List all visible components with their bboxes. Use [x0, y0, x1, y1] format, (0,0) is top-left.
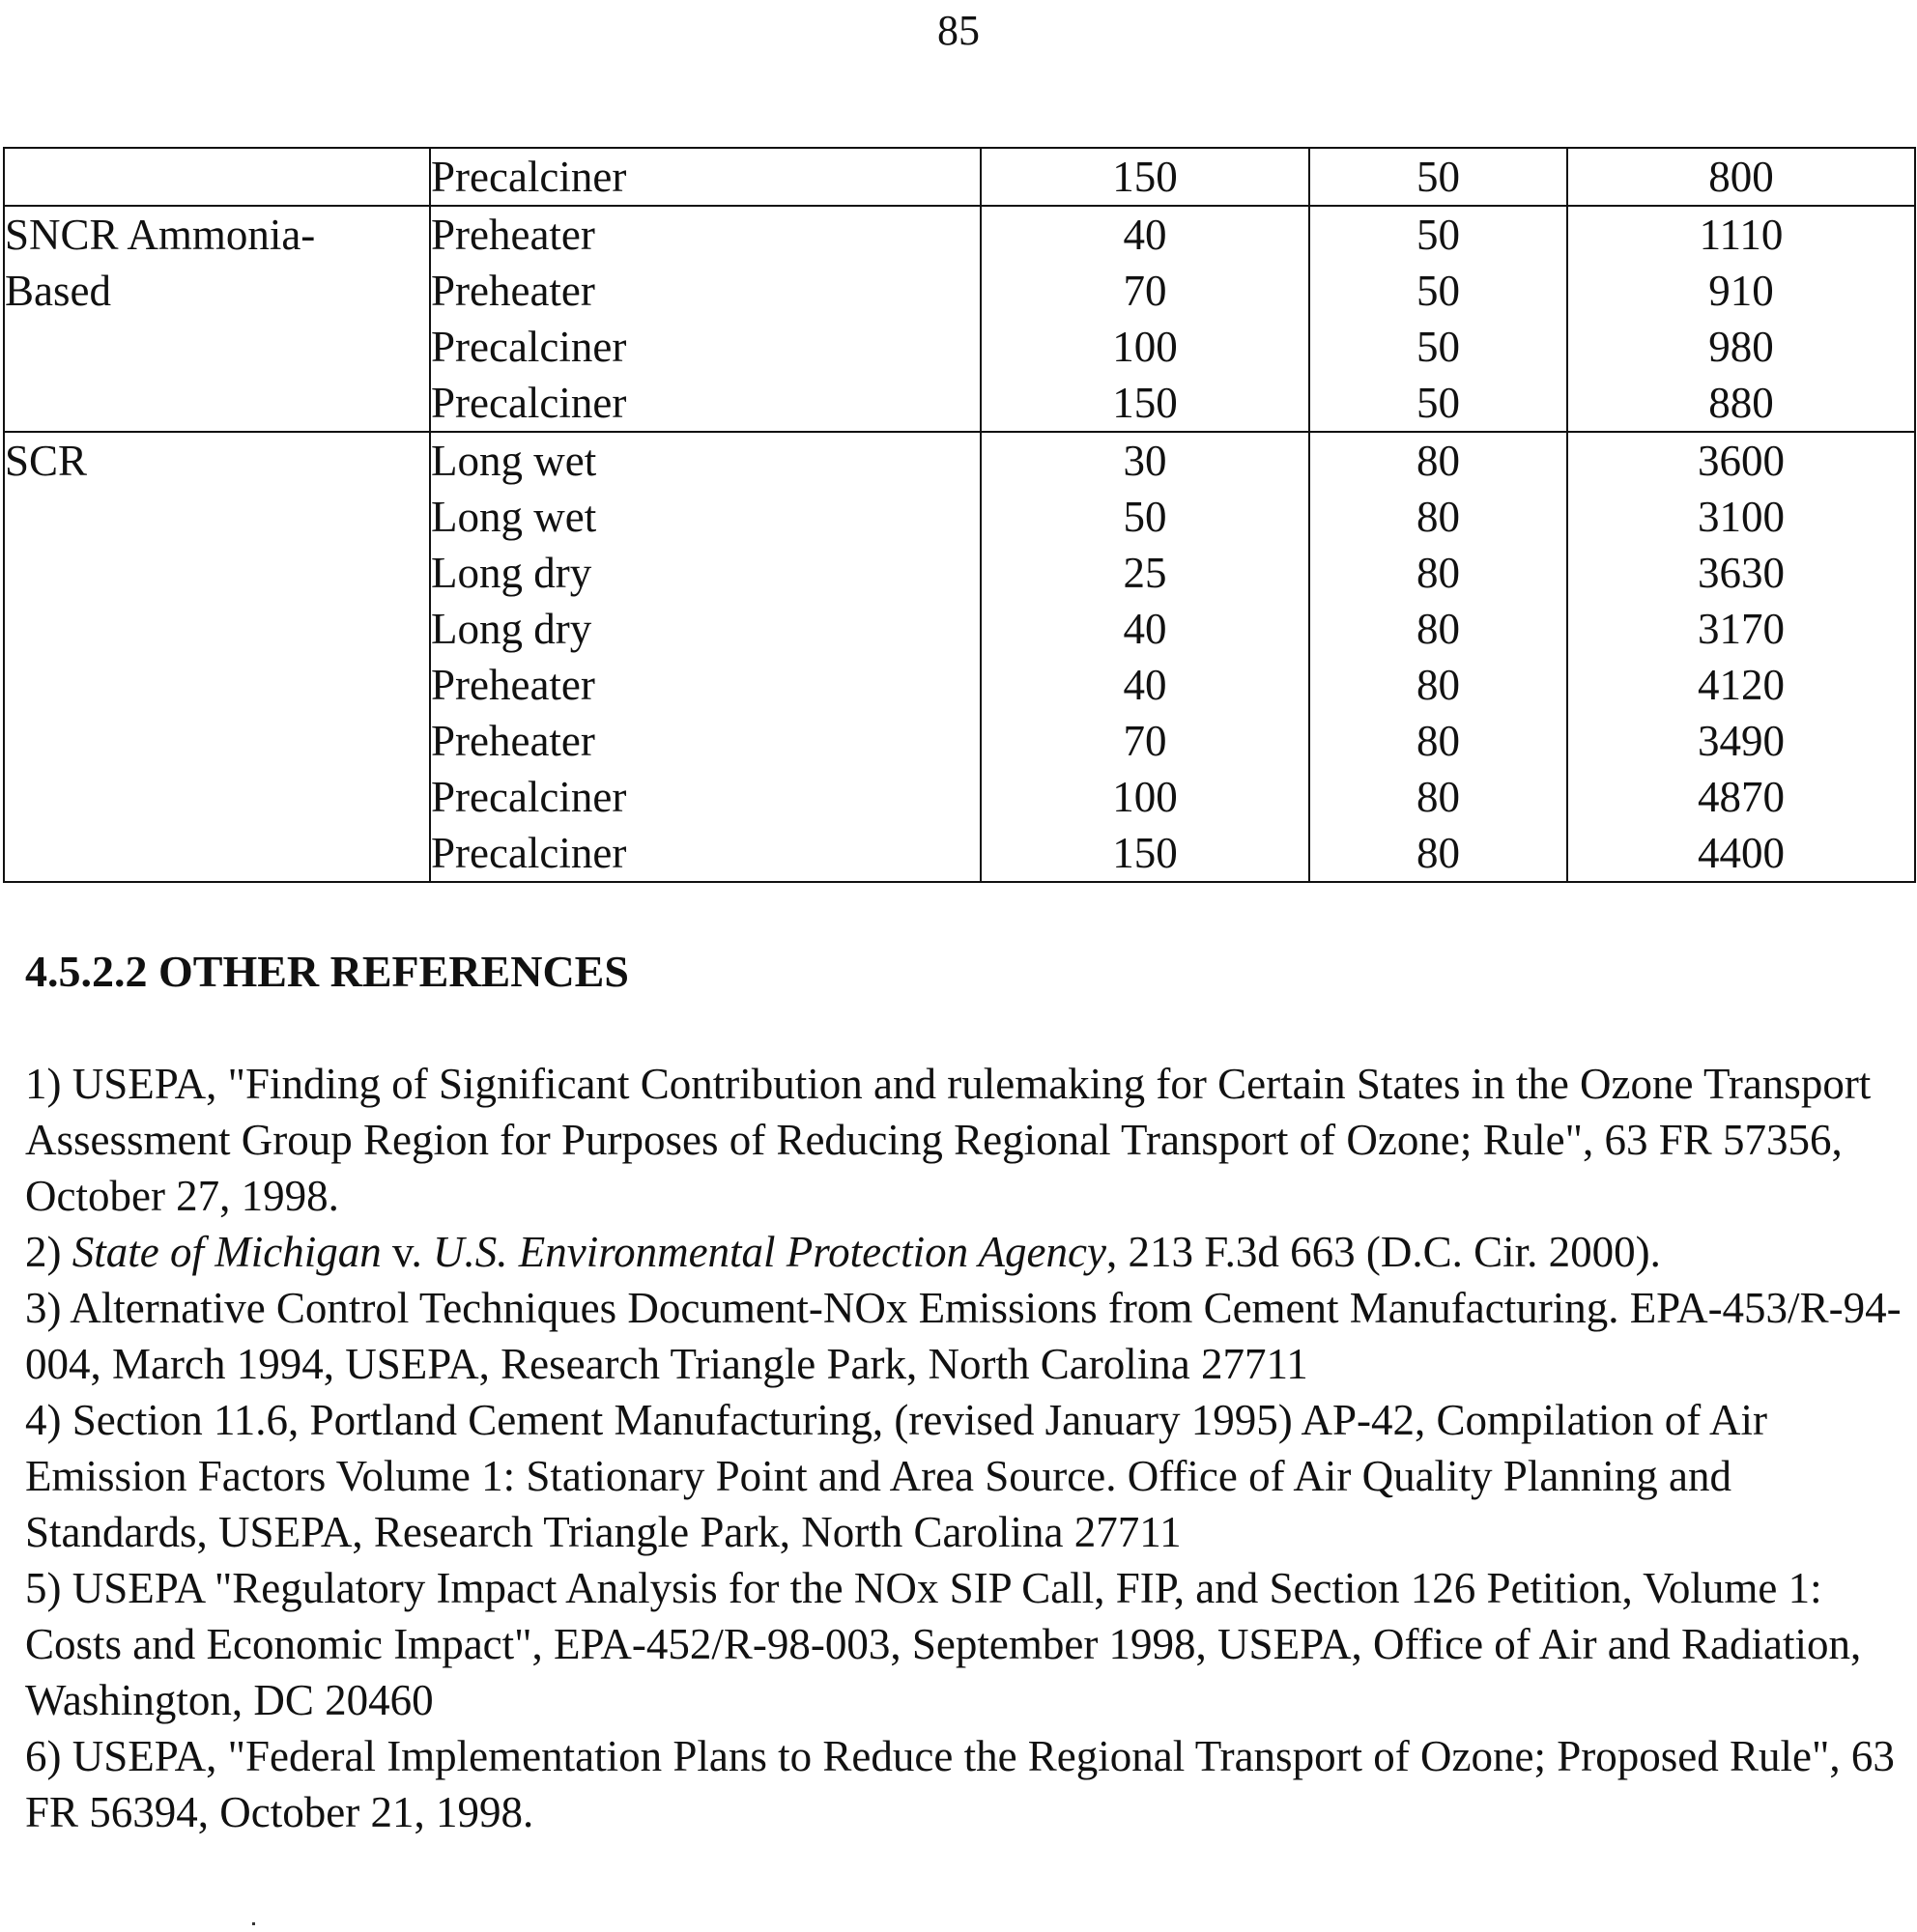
reference-item-2	[25, 1224, 1909, 1280]
value-cell-col4-line: 50	[1416, 153, 1460, 201]
value-cell-col4	[1309, 432, 1567, 882]
kiln-type-cell-line: Precalciner	[431, 379, 627, 427]
value-cell-col4-line: 80	[1416, 437, 1460, 485]
value-cell-col3-line: 100	[1112, 773, 1178, 821]
kiln-type-cell-line: Preheater	[431, 661, 595, 709]
cost-effectiveness-table	[3, 147, 1916, 883]
table-row	[4, 206, 1915, 432]
kiln-type-cell	[430, 148, 981, 206]
section-heading: 4.5.2.2 OTHER REFERENCES	[25, 947, 629, 996]
value-cell-col3-line: 150	[1112, 829, 1178, 877]
table-row	[4, 148, 1915, 206]
kiln-type-cell-line: Precalciner	[431, 323, 627, 371]
value-cell-col5-line: 3600	[1698, 437, 1785, 485]
reference-2-suffix: , 213 F.3d 663 (D.C. Cir. 2000).	[1105, 1228, 1661, 1276]
reference-item-5: 5) USEPA "Regulatory Impact Analysis for the NOx SIP Call, FIP, and Section 126 Petition, Volume 1: Costs and Economic Impact", EPA-452/R-98-003, September 1998, USEPA, Office of Air and Radiation, Washington, DC 20460	[25, 1564, 1862, 1724]
value-cell-col4	[1309, 148, 1567, 206]
value-cell-col5	[1567, 206, 1915, 432]
value-cell-col4-line: 80	[1416, 829, 1460, 877]
reference-2-case-defendant: U.S. Environmental Protection Agency	[433, 1228, 1106, 1276]
value-cell-col4-line: 80	[1416, 605, 1460, 653]
value-cell-col4-line: 80	[1416, 717, 1460, 765]
kiln-type-cell	[430, 432, 981, 882]
value-cell-col5-line: 880	[1708, 379, 1774, 427]
value-cell-col3-line: 50	[1123, 493, 1167, 541]
kiln-type-cell-line: Long dry	[431, 605, 592, 653]
kiln-type-cell-line: Preheater	[431, 267, 595, 315]
reference-2-case-plaintiff: State of Michigan	[72, 1228, 382, 1276]
kiln-type-cell-line: Long wet	[431, 437, 597, 485]
value-cell-col3-line: 70	[1123, 717, 1167, 765]
kiln-type-cell-line: Long wet	[431, 493, 597, 541]
value-cell-col5-line: 3630	[1698, 549, 1785, 597]
kiln-type-cell-line: Preheater	[431, 717, 595, 765]
value-cell-col5	[1567, 432, 1915, 882]
table-row	[4, 432, 1915, 882]
value-cell-col3-line: 25	[1123, 549, 1167, 597]
reference-item-3: 3) Alternative Control Techniques Document-NOx Emissions from Cement Manufacturing. EPA-453/R-94-004, March 1994, USEPA, Research Triangle Park, North Carolina 27711	[25, 1284, 1902, 1388]
value-cell-col5-line: 3100	[1698, 493, 1785, 541]
kiln-type-cell-line: Preheater	[431, 211, 595, 259]
kiln-type-cell	[430, 206, 981, 432]
value-cell-col5-line: 3490	[1698, 717, 1785, 765]
group-cell-line: SCR	[5, 437, 88, 485]
value-cell-col3	[981, 206, 1309, 432]
value-cell-col4-line: 50	[1416, 267, 1460, 315]
value-cell-col3-line: 40	[1123, 661, 1167, 709]
value-cell-col4-line: 80	[1416, 493, 1460, 541]
group-cell-line: SNCR Ammonia-	[5, 211, 316, 259]
value-cell-col5-line: 980	[1708, 323, 1774, 371]
page-number: 85	[937, 7, 980, 54]
value-cell-col3-line: 100	[1112, 323, 1178, 371]
group-cell-line: Based	[5, 267, 111, 315]
reference-2-prefix: 2)	[25, 1228, 72, 1276]
value-cell-col3-line: 150	[1112, 379, 1178, 427]
value-cell-col5	[1567, 148, 1915, 206]
value-cell-col4-line: 80	[1416, 549, 1460, 597]
value-cell-col4-line: 50	[1416, 379, 1460, 427]
value-cell-col3-line: 40	[1123, 211, 1167, 259]
value-cell-col4-line: 50	[1416, 211, 1460, 259]
value-cell-col4	[1309, 206, 1567, 432]
reference-item-4: 4) Section 11.6, Portland Cement Manufacturing, (revised January 1995) AP-42, Compilation of Air Emission Factors Volume 1: Stationary Point and Area Source. Office of Air Quality Planning and Standards, USEPA, Research Triangle Park, North Carolina 27711	[25, 1396, 1768, 1556]
value-cell-col5-line: 1110	[1699, 211, 1784, 259]
value-cell-col5-line: 3170	[1698, 605, 1785, 653]
value-cell-col3-line: 70	[1123, 267, 1167, 315]
table-body	[4, 148, 1915, 882]
group-cell	[4, 206, 430, 432]
kiln-type-cell-line: Long dry	[431, 549, 592, 597]
value-cell-col4-line: 80	[1416, 773, 1460, 821]
value-cell-col5-line: 800	[1708, 153, 1774, 201]
reference-2-versus: v.	[381, 1228, 434, 1276]
value-cell-col3-line: 150	[1112, 153, 1178, 201]
value-cell-col5-line: 4120	[1698, 661, 1785, 709]
value-cell-col5-line: 4400	[1698, 829, 1785, 877]
reference-item-1: 1) USEPA, "Finding of Significant Contribution and rulemaking for Certain States in the Ozone Transport Assessment Group Region for Purposes of Reducing Regional Transport of Ozone; Rule", 63 FR 57356, October 27, 1998.	[25, 1060, 1872, 1220]
stray-mark	[252, 1922, 255, 1925]
value-cell-col5-line: 910	[1708, 267, 1774, 315]
value-cell-col4-line: 80	[1416, 661, 1460, 709]
value-cell-col3-line: 40	[1123, 605, 1167, 653]
value-cell-col4-line: 50	[1416, 323, 1460, 371]
reference-item-6: 6) USEPA, "Federal Implementation Plans to Reduce the Regional Transport of Ozone; Proposed Rule", 63 FR 56394, October 21, 1998.	[25, 1732, 1895, 1836]
kiln-type-cell-line: Precalciner	[431, 153, 627, 201]
value-cell-col3	[981, 432, 1309, 882]
group-cell	[4, 148, 430, 206]
value-cell-col5-line: 4870	[1698, 773, 1785, 821]
group-cell	[4, 432, 430, 882]
reference-list	[25, 1056, 1909, 1840]
value-cell-col3	[981, 148, 1309, 206]
value-cell-col3-line: 30	[1123, 437, 1167, 485]
kiln-type-cell-line: Precalciner	[431, 829, 627, 877]
kiln-type-cell-line: Precalciner	[431, 773, 627, 821]
